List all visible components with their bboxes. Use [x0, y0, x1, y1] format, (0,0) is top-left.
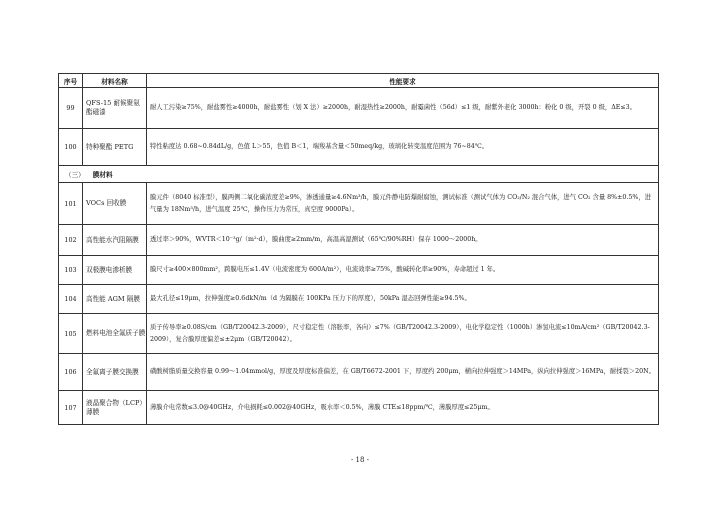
header-material-name: 材料名称 [83, 74, 147, 88]
performance-requirement: 特性粘度达 0.68~0.84dL/g，色值 L＞55，色值 B＜1，端羧基含量＜50meq/kg，玻璃化转变温度范围为 76~84℃。 [147, 129, 659, 166]
header-performance-requirements: 性能要求 [147, 74, 659, 88]
row-number: 107 [59, 391, 83, 425]
table-row [59, 391, 659, 425]
row-number: 104 [59, 285, 83, 314]
material-name: 液晶聚合物（LCP）薄膜 [83, 391, 147, 425]
row-number: 103 [59, 256, 83, 285]
performance-requirement: 耐人工污染≥75%，耐盐雾性≥4000h，耐盐雾性（划 X 法）≥2000h，耐湿热性≥2000h，耐霉菌性（56d）≤1 级，耐紫外老化 3000h：粉化 0 级，开裂 0 级，ΔE≤3。 [147, 88, 659, 129]
table-row [59, 354, 659, 391]
material-name: 特种聚酯 PETG [83, 129, 147, 166]
row-number: 102 [59, 225, 83, 256]
section-heading [59, 166, 659, 183]
material-name: 燃料电池全氟质子膜 [83, 314, 147, 354]
table-row [59, 129, 659, 166]
table-header-row [59, 74, 659, 88]
material-name: 双极膜电渗析膜 [83, 256, 147, 285]
table-row [59, 285, 659, 314]
materials-spec-table [58, 73, 659, 425]
page-number: - 18 - [350, 456, 370, 464]
row-number: 105 [59, 314, 83, 354]
performance-requirement: 膜尺寸≥400×800mm²，跨膜电压≤1.4V（电流密度为 600A/m²），电流效率≥75%，酸碱转化率≥90%，寿命超过 1 年。 [147, 256, 659, 285]
table-row [59, 256, 659, 285]
performance-requirement: 薄膜介电常数≤3.0@40GHz，介电损耗≤0.002@40GHz，吸水率＜0.5%，薄膜 CTE≤18ppm/℃，薄膜厚度≤25μm。 [147, 391, 659, 425]
section-row [59, 166, 659, 183]
material-name: QFS-15 耐候聚氨酯磁漆 [83, 88, 147, 129]
performance-requirement: 最大孔径≤19μm，拉伸强度≥0.6dkN/m（d 为隔膜在 100KPa 压力下的厚度），50kPa 湿态回弹性能≥94.5%。 [147, 285, 659, 314]
row-number: 101 [59, 183, 83, 225]
table-row [59, 183, 659, 225]
table-row [59, 225, 659, 256]
row-number: 99 [59, 88, 83, 129]
material-name: 全氟离子膜交换膜 [83, 354, 147, 391]
header-no: 序号 [59, 74, 83, 88]
material-name: 高性能水汽阻隔膜 [83, 225, 147, 256]
row-number: 106 [59, 354, 83, 391]
table-row [59, 314, 659, 354]
performance-requirement: 磺酸树脂质量交换容量 0.99～1.04mmol/g，厚度及厚度标准偏差，在 GB/T6672-2001 下，厚度约 200μm，横向拉伸强度＞14MPa，纵向拉伸强度＞16MPa，耐揉裂＞20N。 [147, 354, 659, 391]
table-row [59, 88, 659, 129]
section-number: （三） [65, 171, 85, 179]
material-name: 高性能 AGM 隔膜 [83, 285, 147, 314]
material-name: VOCs 回收膜 [83, 183, 147, 225]
performance-requirement: 膜元件（8040 标准型），膜两侧二氧化碳浓度差≥9%，渗透通量≥4.6Nm³/h，膜元件静电防爆耐腐蚀，测试标准（测试气体为 CO₂/N₂ 混合气体，进气 CO₂ 含量 8%±0.5%，进气量为 18Nm³/h，进气温度 25℃，操作压力为常压，真空度 9000Pa）。 [147, 183, 659, 225]
row-number: 100 [59, 129, 83, 166]
section-label: 膜材料 [92, 171, 113, 179]
performance-requirement: 质子传导率≥0.08S/cm（GB/T20042.3-2009），尺寸稳定性（溶胀率，各向）≤7%（GB/T20042.3-2009），电化学稳定性（1000h）渗氢电流≤10mA/cm²（GB/T20042.3-2009），复合膜厚度偏差≤±2μm（GB/T20042）。 [147, 314, 659, 354]
performance-requirement: 透过率＞90%，WVTR＜10⁻³g/（m²·d），膜曲度≥2mm/m，高温高湿测试（65℃/90%RH）保存 1000～2000h。 [147, 225, 659, 256]
